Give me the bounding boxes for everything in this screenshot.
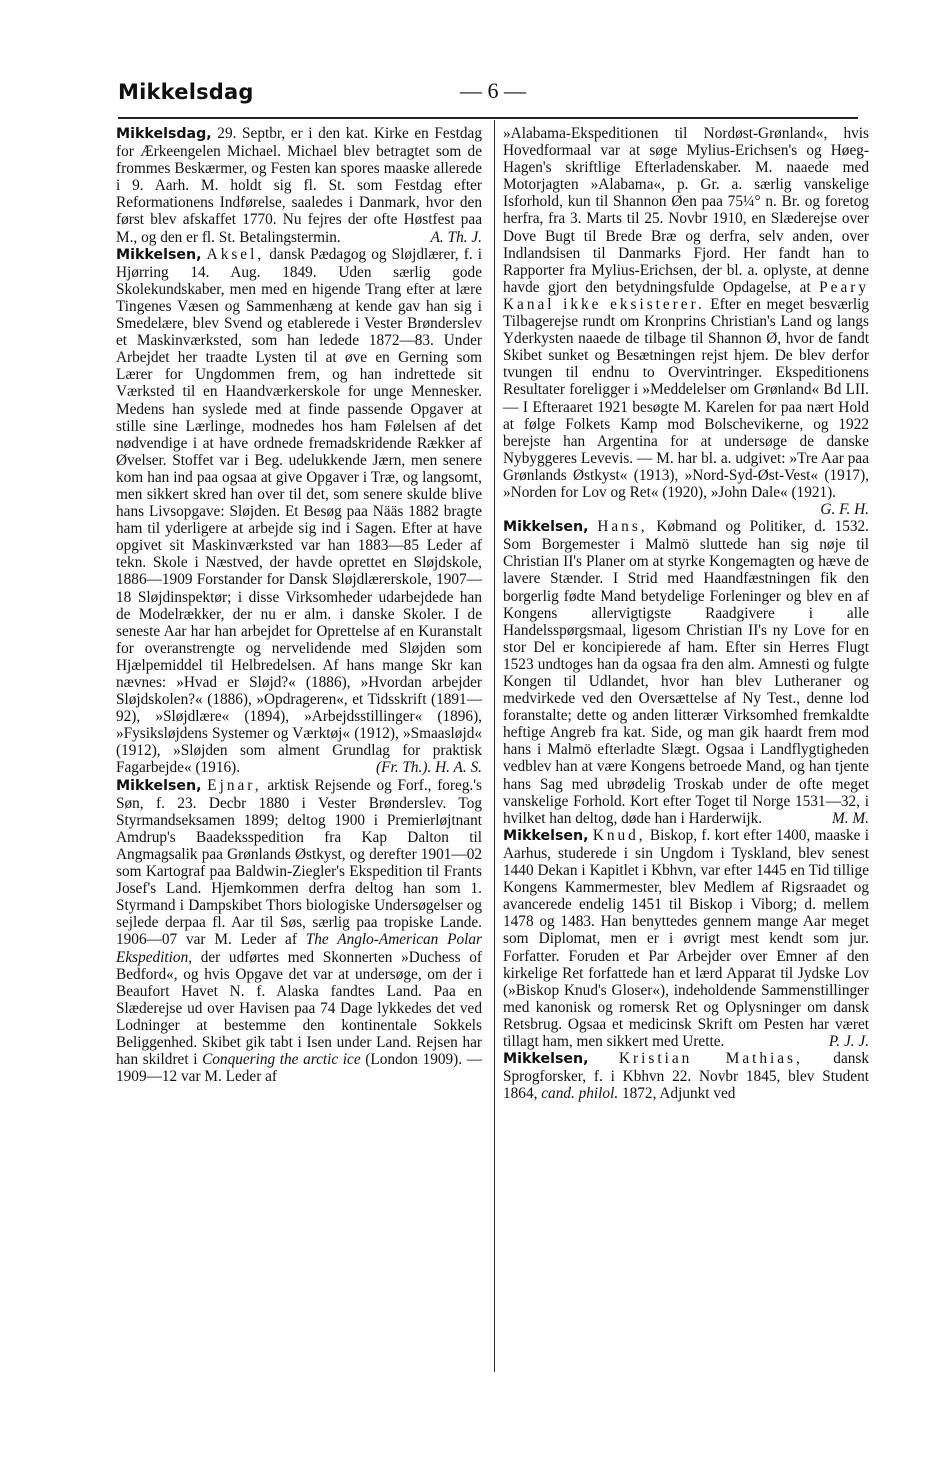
entry-aksel-mikkelsen: [116, 246, 482, 777]
entry-kristian-mikkelsen: [503, 1050, 869, 1102]
degree-title: cand. philol.: [541, 1085, 619, 1103]
given-name: Knud,: [592, 826, 646, 844]
entry-ejnar-mikkelsen: [116, 777, 482, 1086]
header-rule: [118, 117, 858, 119]
work-title: The Anglo-American Polar Ekspedition,: [116, 931, 482, 966]
entry-text: Købmand og Politiker, d. 1532. Som Borgemester i Malmö sluttede han sig nøje til Christian II's Planer om at styrke Kongemagten og hæve de lavere Stænder. I Strid med Haandfæstningen fik den borgerlig fødte Mand betydelige Forleninger og blev en af Kongens allervigtigste Raadgivere i alle Handelsspørgsmaal, ligesom Christian II's ny Love for en stor Del er koncipierede af ham. Efter sin Herres Flugt 1523 undtoges han da ogsaa fra den alm. Amnesti og fulgte Kongen til Udlandet, hvor han blev Lutheraner og medvirkede ved den Oversættelse af Ny Test., denne lod foranstalte; dette og anden litterær Virksomhed fremkaldte heftige Angreb fra kat. Side, og man gik haardt frem mod hans i Malmö efterladte Slægt. Ogsaa i Landflygtigheden vedblev han at være Kongens betroede Mand, og han tjente hans Sag med ubrødelig Troskab under de ofte meget vanskelige Forhold. Kort efter Toget til Norge 1531—32, i hvilket han deltog, døde han i Harderwijk.: [503, 518, 869, 827]
headword: Mikkelsen,: [503, 1051, 589, 1068]
headword: Mikkelsen,: [116, 777, 202, 794]
entry-text: dansk Pædagog og Sløjdlærer, f. i Hjørring 14. Aug. 1849. Uden særlig gode Skolekundskaber, men med en higende Trang efter at lære Tingenes Væsen og Sammenhæng at kende gav han sig i Smedelære, blev Svend og etablerede i Vester Brønderslev et Maskinværksted, som han ledede 1872—83. Under Arbejdet her traadte Lysten til at øve en Gerning som Lærer for Ungdommen frem, og han indrettede sit Værksted til en Haandværkerskole for unge Mennesker. Medens han syslede med at finde passende Opgaver at stille sine Lærlinge, modnedes hos ham Følelsen af det nødvendige i at have ordnede fremadskridende Rækker af Øvelser. Stoffet var i Beg. udelukkende Jærn, men senere kom han ind paa ogsaa at give Opgaver i Træ, og langsomt, men sikkert skred han over til det, som senere skulde blive hans Livsopgave: Sløjden. Et Besøg paa Nääs 1882 bragte ham til yderligere at arbejde sig ind i Sagen. Efter at have opgivet sit Maskinværksted var han 1883—85 Leder af tekn. Skole i Næstved, der havde oprettet en Sløjdskole, 1886—1909 Forstander for Dansk Sløjdlærerskole, 1907—18 Sløjdinspektør; i disse Virksomheder udarbejdede han de Modelrækker, der nu er alm. i danske Skoler. I de seneste Aar har han arbejdet for Oprettelse af en Kuranstalt for overanstrengte og nervelidende med Sløjden som Hjælpemiddel til Helbredelsen. Af hans mange Skr kan nævnes: »Hvad er Sløjd?« (1886), »Hvordan arbejder Sløjdskolen?« (1886), »Opdrageren«, et Tidsskrift (1891—92), »Sløjdlære« (1894), »Arbejdsstillinger« (1896), »Fysiksløjdens Systemer og Værktøj« (1912), »Smaasløjd« (1912), »Sløjden som alment Grundlag for praktisk Fagarbejde« (1916).: [116, 245, 483, 777]
column-divider: [494, 120, 495, 1372]
left-column: [116, 125, 482, 1085]
given-name: Hans,: [597, 518, 648, 536]
headword: Mikkelsen,: [116, 246, 202, 263]
headword: Mikkelsen,: [503, 519, 589, 536]
signature: G. F. H.: [820, 501, 869, 519]
given-name: Kristian Mathias,: [618, 1050, 803, 1068]
spaced-text: Peary Kanal ikke eksisterer.: [503, 278, 869, 313]
signature: M. M.: [832, 809, 869, 827]
entry-ejnar-continued: [503, 125, 869, 519]
signature: P. J. J.: [828, 1032, 869, 1050]
right-column: [503, 125, 869, 1102]
page-number: — 6 —: [460, 78, 526, 103]
entry-text: Efter en meget besværlig Tilbagerejse rundt om Kronprins Christian's Land og langs Yderkysten naaede de tilbage til Shannon Ø, hvor de fandt Skibet sunket og Besætningen rejst hjem. De blev derfor tvungen til endnu to Overvintringer. Ekspeditionens Resultater foreligger i »Meddelelser om Grønland« Bd LII. — I Efteraaret 1921 besøgte M. Karelen for paa nært Hold at følge Folkets Kamp mod Bolschevikerne, og 1922 berejste han Argentina for at undersøge de danske Nybyggeres Levevis. — M. har bl. a. udgivet: »Tre Aar paa Grønlands Østkyst« (1913), »Nord-Syd-Øst-Vest« (1917), »Norden for Lov og Ret« (1920), »John Dale« (1921).: [503, 295, 869, 501]
given-name: Aksel,: [206, 245, 265, 263]
headword: Mikkelsdag,: [116, 126, 212, 142]
entry-text: (London 1909). — 1909—12 var M. Leder af: [116, 1051, 482, 1086]
signature: (Fr. Th.). H. A. S.: [376, 759, 482, 777]
entry-text: »Alabama-Ekspeditionen til Nordøst-Grønland«, hvis Hovedformaal var at søge Mylius-Erichsen's og Høeg-Hagen's skriftlige Efterladenskaber. M. naaede med Motorjagten »Alabama«, p. Gr. a. særlig vanskelige Isforhold, kun til Shannon Øen paa 75¼° n. Br. og foretog herfra, fra 3. Marts til 25. Novbr 1910, en Slæderejse over Dove Bugt til Brede Bræ og derfra, selv anden, over Indlandsisen til Danmarks Fjord. Her fandt han to Rapporter fra Mylius-Erichsen, der bl. a. oplyste, at denne havde gjort den betydningsfulde Opdagelse, at: [503, 125, 869, 296]
entry-text: der udførtes med Skonnerten »Duchess of Bedford«, og hvis Opgave det var at undersøge, om der i Beaufort Havet N. f. Alaska fandtes Land. Paa en Slæderejse ud over Havisen paa 74 Dage lykkedes det ved Lodninger at bestemme den kontinentale Sokkels Beliggenhed. Skibet gik tabt i Isen under Land. Rejsen har han skildret i: [116, 948, 482, 1069]
entry-text: arktisk Rejsende og Forf., foreg.'s Søn, f. 23. Decbr 1880 i Vester Brønderslev. Tog Styrmandseksamen 1899; deltog 1900 i Premierløjtnant Amdrup's Baadeksspedition fra Kap Dalton til Angmagsalik paa Grønlands Østkyst, og derefter 1901—02 som Kartograf paa Baldwin-Ziegler's Ekspedition til Frants Josef's Land. Hjemkommen derfra deltog han som 1. Styrmand i Dampskibet Thors biologiske Undersøgelser og sejlede derpaa fl. Aar til Søs, særlig paa tropiske Lande. 1906—07 var M. Leder af: [116, 776, 482, 949]
entry-text: 29. Septbr, er i den kat. Kirke en Festdag for Ærkeengelen Michael. Michael blev betragtet som de frommes Beskærmer, og Festen kan spores maaske allerede i 9. Aarh. M. holdt sig fl. St. som Festdag efter Reformationens Indførelse, saaledes i Danmark, hvor den først blev afskaffet 1770. Nu fejres der ofte Høstfest paa M., og den er fl. St. Betalingstermin.: [116, 125, 482, 246]
entry-text: 1872, Adjunkt ved: [618, 1085, 736, 1103]
entry-hans-mikkelsen: [503, 518, 869, 827]
entry-text: Biskop, f. kort efter 1400, maaske i Aarhus, studerede i sin Ungdom i Tyskland, blev senest 1440 Dekan i Kapitlet i Kbhvn, var efter 1445 en Tid tillige Kongens Kammermester, blev Medlem af Rigsraadet og avancerede endelig 1451 til Biskop i Viborg; d. mellem 1478 og 1483. Han benyttedes gennem mange Aar meget som Diplomat, men er i øvrigt mest kendt som jur. Forfatter. Foruden et Par Arbejder over Emner af den kirkelige Ret forfattede han et lærd Apparat til Jydske Lov (»Biskop Knud's Gloser«), indeholdende Sammenstillinger med kanonisk og romersk Ret og Oplysninger om dansk Retsbrug. Ogsaa et medicinsk Skrift om Pesten har været tillagt ham, men sikkert med Urette.: [503, 826, 869, 1050]
page-header: [118, 80, 858, 120]
entry-mikkelsdag: [116, 125, 482, 246]
signature: A. Th. J.: [430, 228, 482, 246]
headword: Mikkelsen,: [503, 827, 589, 844]
running-head: Mikkelsdag: [118, 80, 254, 104]
given-name: Ejnar,: [207, 776, 262, 794]
entry-text: dansk Sprogforsker, f. i Kbhvn 22. Novbr 1845, blev Student 1864,: [503, 1050, 869, 1103]
entry-knud-mikkelsen: [503, 827, 869, 1050]
work-title: Conquering the arctic ice: [202, 1051, 361, 1069]
